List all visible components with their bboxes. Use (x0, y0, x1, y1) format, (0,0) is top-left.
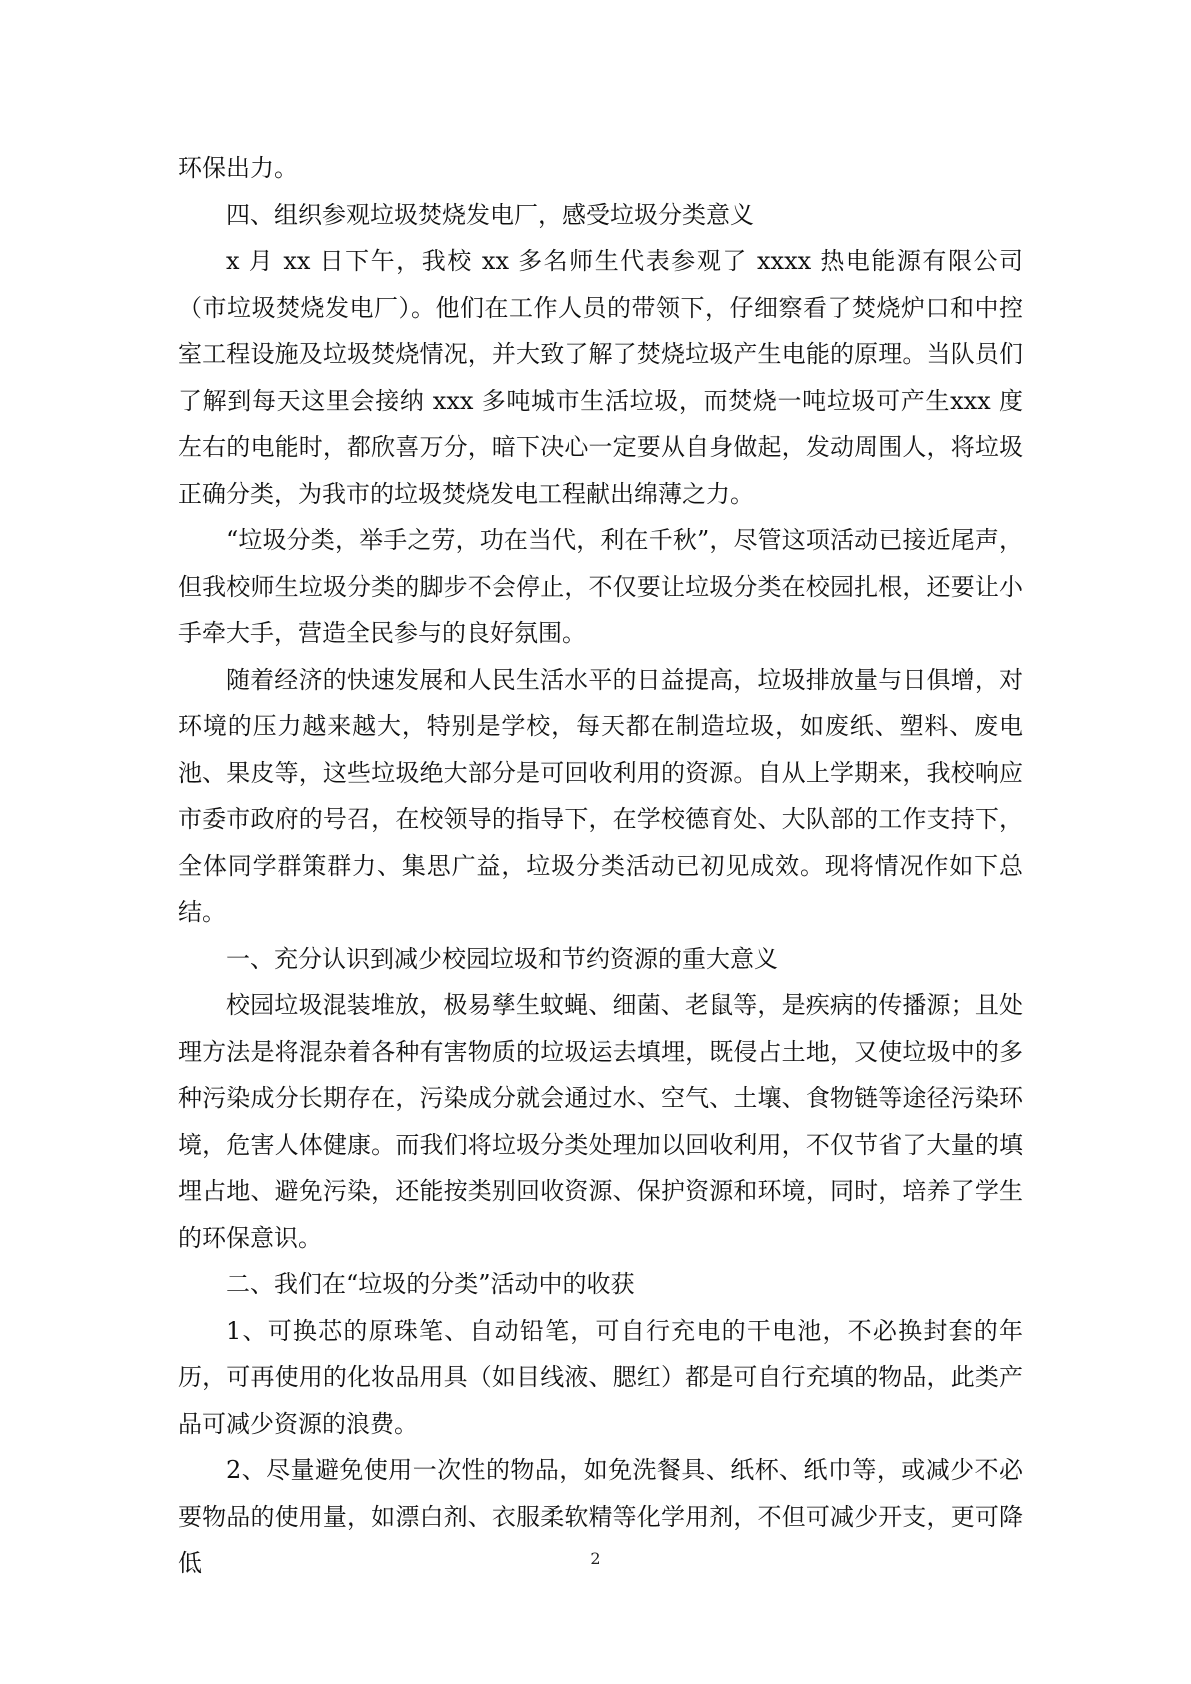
list-item-1: 1、可换芯的原珠笔、自动铅笔，可自行充电的干电池，不必换封套的年历，可再使用的化妆品用具（如目线液、腮红）都是可自行充填的物品，此类产品可减少资源的浪费。 (178, 1316, 1023, 1438)
section-heading-4: 四、组织参观垃圾焚烧发电厂，感受垃圾分类意义 (226, 200, 754, 229)
paragraph-slogan: “垃圾分类，举手之劳，功在当代，利在千秋”，尽管这项活动已接近尾声，但我校师生垃圾分类的脚步不会停止，不仅要让垃圾分类在校园扎根，还要让小手牵大手，营造全民参与的良好氛围。 (178, 526, 1023, 647)
paragraph-0: 环保出力。 (178, 154, 298, 182)
document-body (178, 145, 1023, 1587)
page-number: 2 (590, 1549, 601, 1568)
section-heading-2: 二、我们在“垃圾的分类”活动中的收获 (226, 1270, 635, 1298)
paragraph-visit: x 月 xx 日下午，我校 xx 多名师生代表参观了 xxxx 热电能源有限公司（市垃圾焚烧发电厂）。他们在工作人员的带领下，仔细察看了焚烧炉口和中控室工程设施及垃圾焚烧情况，并大致了解了焚烧垃圾产生电能的原理。当队员们了解到每天这里会接纳 xxx 多吨城市生活垃圾，而焚烧一吨垃圾可产生xxx 度左右的电能时，都欣喜万分，暗下决心一定要从自身做起，发动周围人，将垃圾正确分类，为我市的垃圾焚烧发电工程献出绵薄之力。 (178, 247, 1023, 508)
section-heading-1: 一、充分认识到减少校园垃圾和节约资源的重大意义 (226, 944, 778, 973)
paragraph-significance: 校园垃圾混装堆放，极易孳生蚊蝇、细菌、老鼠等，是疾病的传播源；且处理方法是将混杂着各种有害物质的垃圾运去填埋，既侵占土地，又使垃圾中的多种污染成分长期存在，污染成分就会通过水、空气、土壤、食物链等途径污染环境，危害人体健康。而我们将垃圾分类处理加以回收利用，不仅节省了大量的填埋占地、避免污染，还能按类别回收资源、保护资源和环境，同时，培养了学生的环保意识。 (178, 991, 1023, 1252)
list-item-2: 2、尽量避免使用一次性的物品，如免洗餐具、纸杯、纸巾等，或减少不必要物品的使用量，如漂白剂、衣服柔软精等化学用剂，不但可减少开支，更可降低 (178, 1456, 1023, 1577)
paragraph-intro: 随着经济的快速发展和人民生活水平的日益提高，垃圾排放量与日俱增，对环境的压力越来越大，特别是学校，每天都在制造垃圾，如废纸、塑料、废电池、果皮等，这些垃圾绝大部分是可回收利用的资源。自从上学期来，我校响应市委市政府的号召，在校领导的指导下，在学校德育处、大队部的工作支持下，全体同学群策群力、集思广益，垃圾分类活动已初见成效。现将情况作如下总结。 (178, 665, 1023, 926)
